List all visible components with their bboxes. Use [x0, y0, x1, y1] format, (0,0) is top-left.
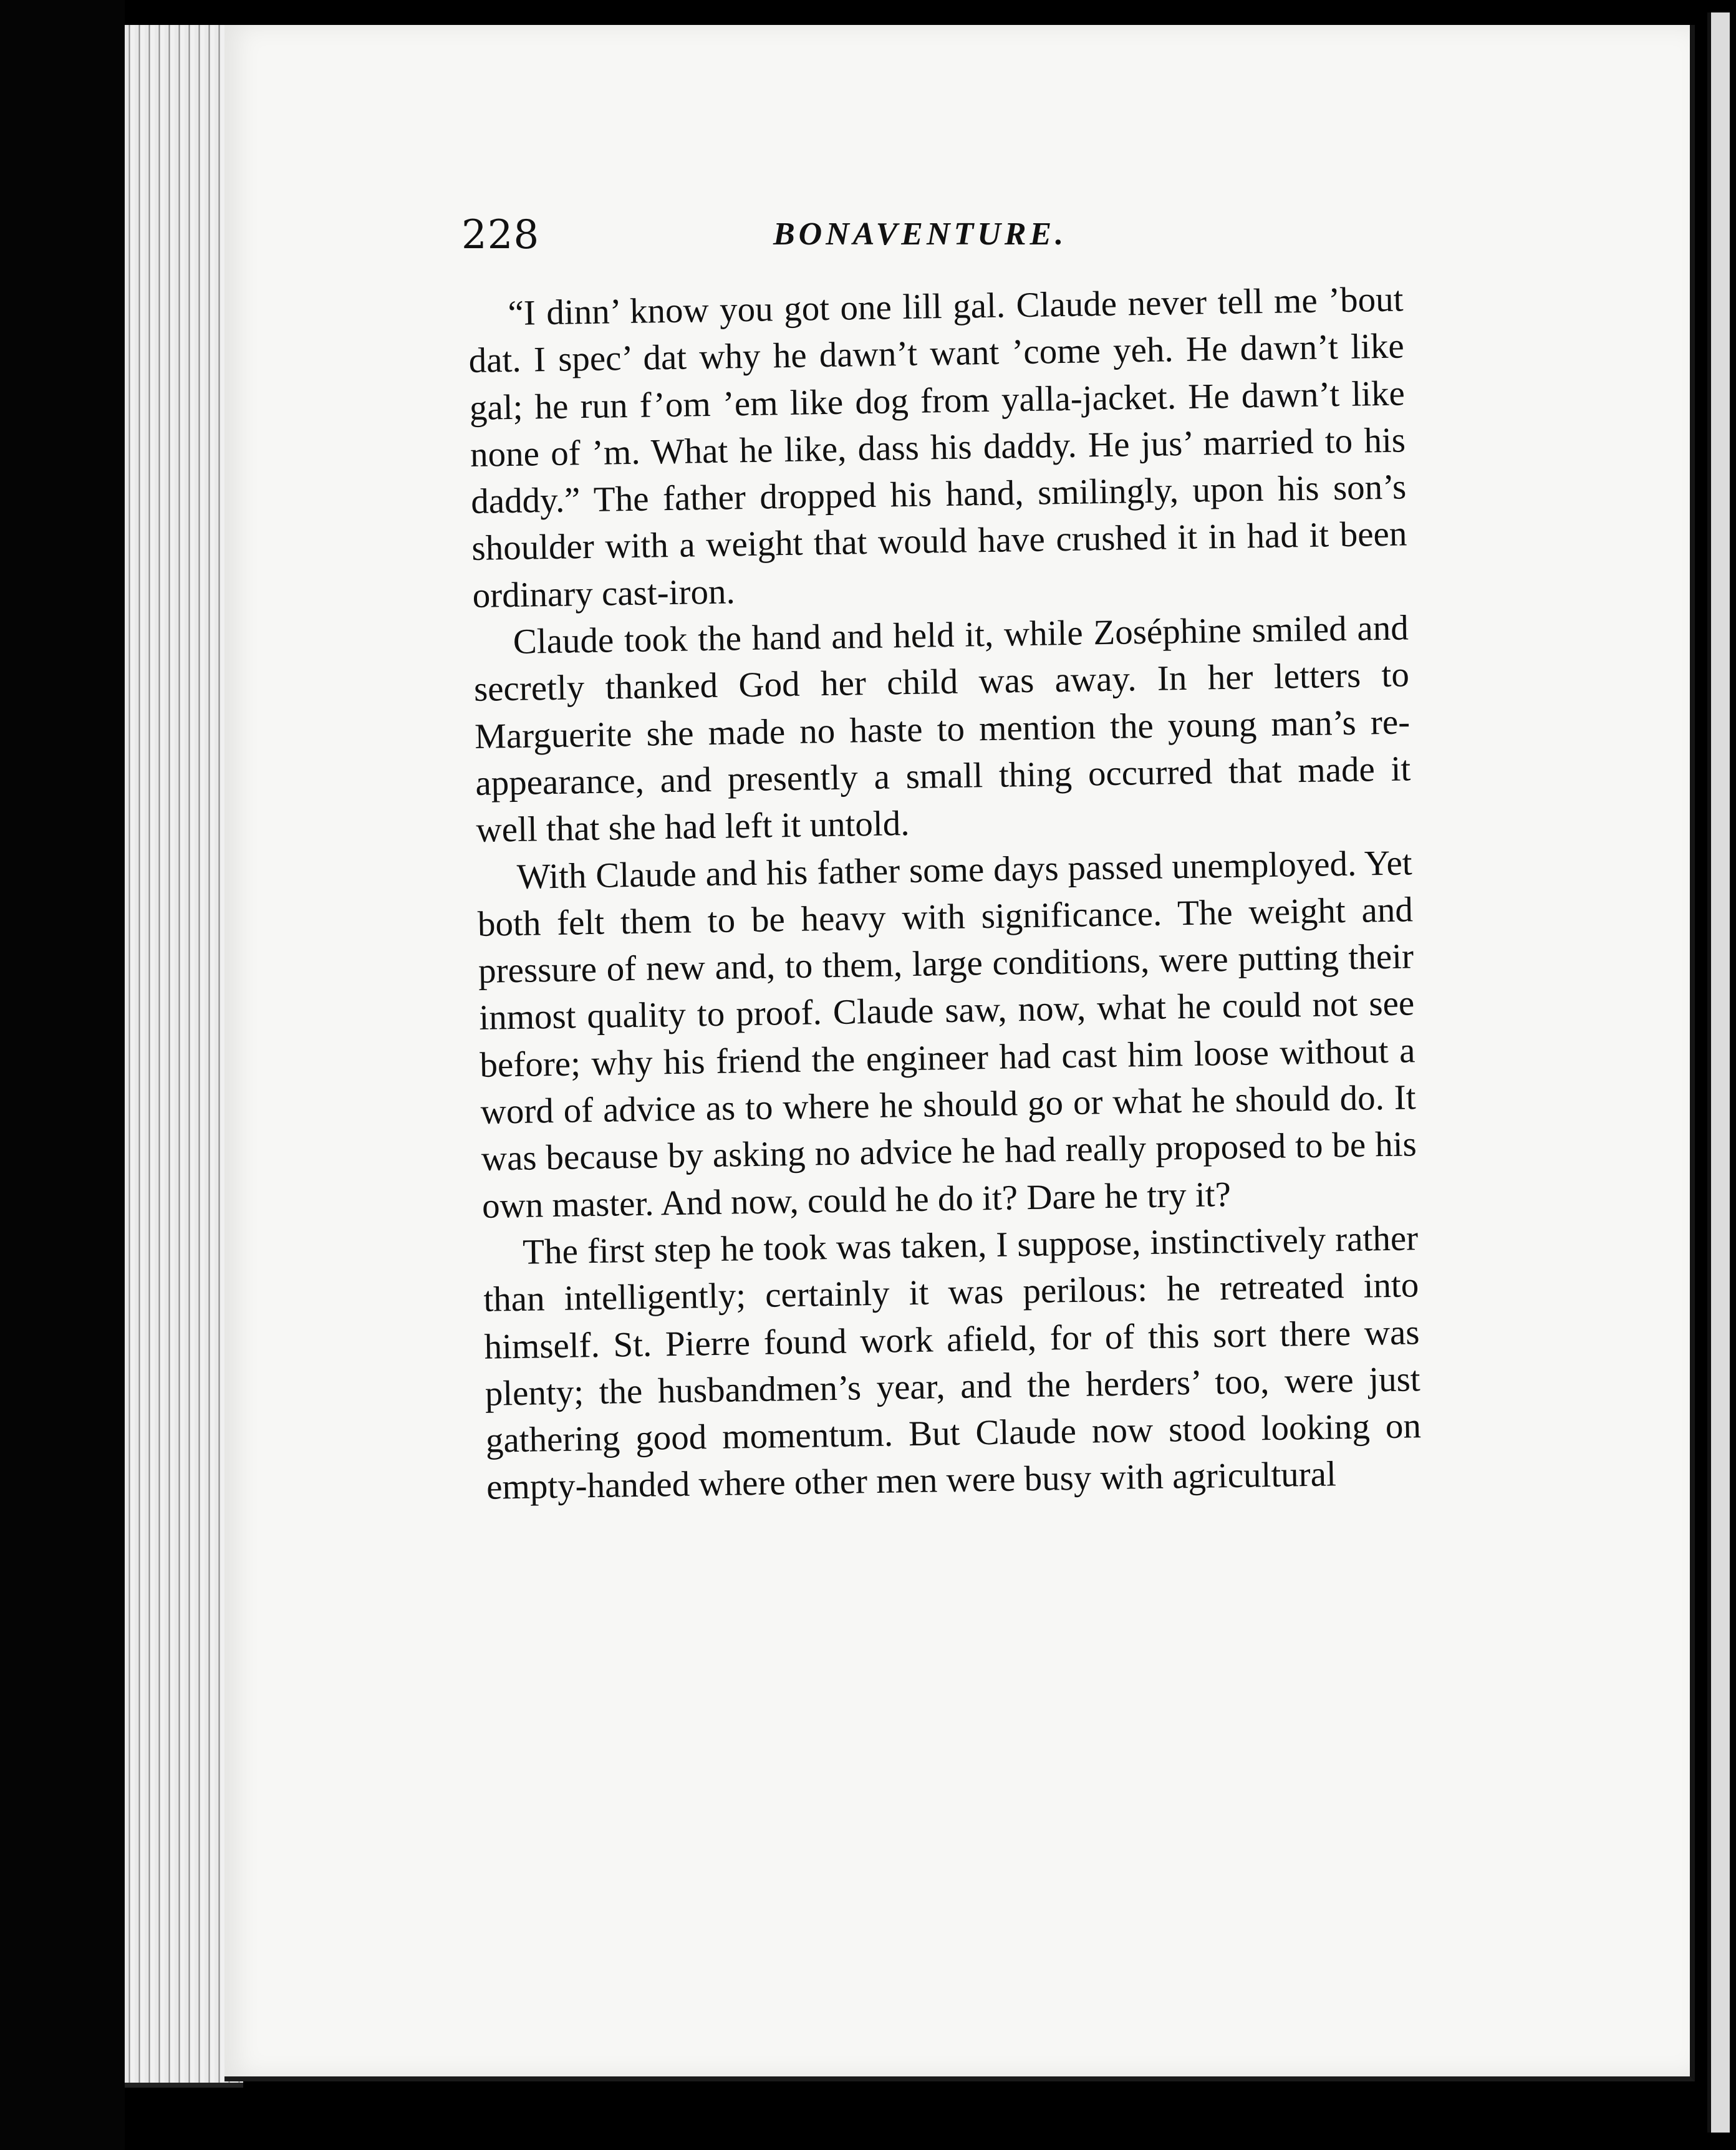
- paragraph-1: “I dinn’ know you got one lill gal. Claude never tell me ’bout dat. I spec’ dat why he dawn’t want ’come yeh. He dawn’t like gal; he run f’om ’em like dog from yalla-jacket. He dawn’t like none of ’m. What he like, dass his daddy. He jus’ married to his daddy.” The father dropped his hand, smilingly, upon his son’s shoulder with a weight that would have crushed it in had it been ordinary cast-iron.: [468, 279, 1407, 615]
- page-number: 228: [461, 212, 540, 258]
- paragraph-4: The first step he took was taken, I suppose, instinctively rather than intelligently; certainly it was perilous: he retreated into himself. St. Pierre found work afield, for of this sort there was plenty; the husbandmen’s year, and the herders’ too, were just gathering good momentum. But Claude now stood looking on empty-handed where other men were busy with agricultural: [483, 1218, 1422, 1508]
- facing-page-edge: [1707, 12, 1730, 2133]
- running-title: BONAVENTURE.: [773, 216, 1068, 252]
- scan-left-margin: [0, 0, 125, 2150]
- paragraph-2: Claude took the hand and held it, while Zoséphine smiled and secretly thanked God her child was away. In her letters to Marguerite she made no haste to mention the young man’s re-appearance, and presently a small thing occurred that made it well that she had left it untold.: [473, 608, 1411, 851]
- body-text: [468, 276, 1422, 1511]
- running-head: [461, 212, 1509, 268]
- paragraph-3: With Claude and his father some days passed unemployed. Yet both felt them to be heavy with significance. The weight and pressure of new and, to them, large conditions, were putting their inmost quality to proof. Claude saw, now, what he could not see before; why his friend the engineer had cast him loose without a word of advice as to where he should go or what he should do. It was because by asking no advice he had really proposed to be his own master. And now, could he do it? Dare he try it?: [477, 842, 1417, 1226]
